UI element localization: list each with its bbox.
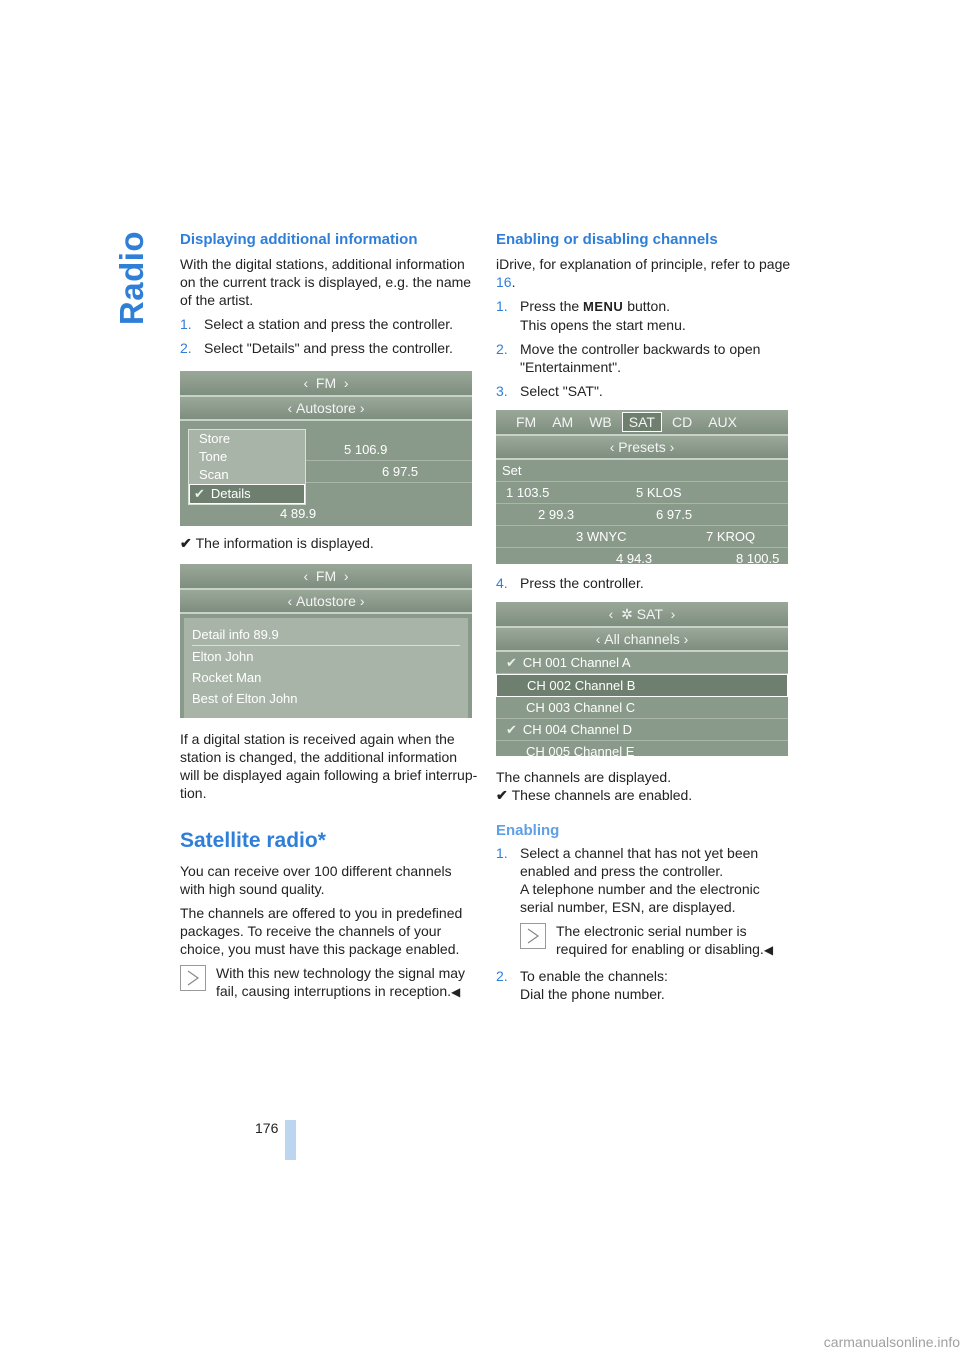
- tab-aux[interactable]: AUX: [708, 414, 738, 430]
- menu-item-tone[interactable]: Tone: [199, 449, 228, 464]
- end-mark: ◀: [763, 943, 774, 957]
- tab-cd[interactable]: CD: [671, 414, 693, 430]
- band-label: FM: [315, 568, 337, 584]
- screen-sat-channels: [496, 602, 788, 756]
- step-number: 2.: [496, 341, 508, 357]
- page-number: 176: [255, 1120, 279, 1136]
- heading-additional-info: Displaying additional information: [180, 231, 418, 248]
- band-label: SAT: [636, 606, 663, 622]
- tab-bar: [496, 410, 788, 436]
- step-number: 3.: [496, 383, 508, 399]
- menu-item-details[interactable]: [189, 484, 305, 504]
- set-label: Set: [496, 460, 788, 482]
- step-number: 4.: [496, 575, 508, 591]
- channel-row[interactable]: [496, 652, 788, 674]
- page-bar: [285, 1120, 296, 1160]
- step-number: 2.: [496, 968, 508, 984]
- preset[interactable]: 3 WNYC: [576, 528, 627, 544]
- detail-line: Best of Elton John: [192, 690, 298, 706]
- preset[interactable]: 6 97.5: [656, 506, 693, 522]
- menu-button-icon: MENU: [583, 299, 624, 314]
- step-text: Select a station and press the controller.: [204, 316, 454, 332]
- screen-sat-presets: [496, 410, 788, 564]
- step-text: This opens the start menu.: [520, 317, 686, 333]
- preset[interactable]: 2 99.3: [538, 506, 575, 522]
- preset-row: [496, 482, 788, 504]
- freq-row: 5 106.9: [298, 439, 472, 461]
- step-text: Select "SAT".: [520, 383, 603, 399]
- detail-line: Elton John: [192, 648, 254, 664]
- freq-row: 6 97.5: [298, 461, 472, 483]
- all-channels-label: All channels: [604, 631, 680, 647]
- paragraph: You can receive over 100 different channels with high sound quality.: [180, 863, 452, 897]
- paragraph: [496, 786, 796, 804]
- channel-label: CH 005 Channel E: [526, 743, 635, 756]
- step-text: Press the: [520, 298, 580, 314]
- watermark: carmanualsonline.info: [823, 1334, 960, 1350]
- channel-label: CH 004 Channel D: [522, 721, 633, 737]
- detail-line: Detail info 89.9: [192, 624, 460, 646]
- screen-second-bar: ‹ Autostore ›: [180, 590, 472, 614]
- page-link[interactable]: 16: [496, 274, 512, 290]
- band-label: FM: [315, 375, 337, 391]
- enabling-step-2: [496, 967, 796, 1003]
- section-title-text: Radio: [113, 230, 150, 326]
- presets-label: Presets: [618, 439, 666, 455]
- paragraph: The channels are offered to you in predefined packages. To receive the channels of your choice, you must have this package enabled.: [180, 905, 463, 957]
- screen-top-bar: ‹ FM ›: [180, 564, 472, 590]
- step-1: [180, 315, 480, 333]
- info-displayed-text: The information is displayed.: [195, 535, 374, 551]
- preset[interactable]: 7 KROQ: [706, 528, 756, 544]
- note-text: The electronic serial number is required for enabling or disabling.: [556, 923, 764, 957]
- freq-row: 4 89.9: [280, 505, 317, 521]
- channel-label: CH 002 Channel B: [527, 677, 636, 693]
- step-1: [496, 297, 796, 334]
- note-icon: [520, 923, 546, 949]
- paragraph: If a digital station is received again when the station is changed, the additional information will be displayed again following a brief interrup-tion.: [180, 731, 478, 801]
- channel-label: CH 003 Channel C: [526, 699, 636, 715]
- screen-details-menu: [180, 371, 472, 526]
- tab-wb[interactable]: WB: [589, 414, 612, 430]
- heading-enabling-disabling: Enabling or disabling channels: [496, 231, 718, 248]
- channel-label: CH 001 Channel A: [522, 654, 631, 670]
- screen-top-bar: ‹ ✲ SAT ›: [496, 602, 788, 628]
- preset-row: [496, 504, 788, 526]
- step-2: [180, 339, 480, 357]
- step-number: 1.: [496, 298, 508, 314]
- check-icon: ✔: [496, 787, 508, 803]
- screen-second-bar: ‹ Presets ›: [496, 436, 788, 460]
- menu-item-store[interactable]: Store: [199, 431, 231, 446]
- step-number: 1.: [180, 316, 192, 332]
- note: [520, 922, 796, 959]
- check-icon: ✔: [194, 486, 205, 501]
- channel-row[interactable]: [496, 741, 788, 756]
- step-text: To enable the channels:: [520, 968, 668, 984]
- heading-satellite-radio: Satellite radio*: [180, 829, 326, 852]
- preset-row: [496, 548, 788, 564]
- check-icon: ✔: [180, 535, 192, 551]
- preset-row: [496, 526, 788, 548]
- paragraph-text: These channels are enabled.: [511, 787, 693, 803]
- paragraph: With the digital stations, additional information on the current track is displayed, e.g. the name of the artist.: [180, 256, 472, 308]
- preset[interactable]: 5 KLOS: [636, 484, 682, 500]
- autostore-label: Autostore: [296, 400, 356, 416]
- screen-top-bar: ‹ FM ›: [180, 371, 472, 397]
- note-icon: [180, 965, 206, 991]
- freq-list: [298, 439, 472, 483]
- autostore-label: Autostore: [296, 593, 356, 609]
- menu-item-details-label: Details: [210, 486, 251, 501]
- sat-icon: ✲: [621, 606, 633, 622]
- tab-fm[interactable]: FM: [516, 414, 537, 430]
- paragraph: The channels are displayed.: [496, 769, 672, 785]
- step-text: Move the controller backwards to open "Entertainment".: [520, 341, 761, 375]
- left-column: [180, 231, 480, 1009]
- note: [180, 964, 480, 1001]
- screen-detail-info: [180, 564, 472, 718]
- screen-second-bar: ‹ Autostore ›: [180, 397, 472, 421]
- screen-second-bar: ‹ All channels ›: [496, 628, 788, 652]
- popup-menu: [188, 429, 306, 505]
- channel-row-selected[interactable]: [496, 674, 788, 697]
- paragraph: iDrive, for explanation of principle, refer to page 16.: [496, 256, 791, 290]
- step-text: A telephone number and the electronic serial number, ESN, are displayed.: [520, 881, 760, 915]
- step-text: Press the controller.: [520, 575, 644, 591]
- section-title: [112, 228, 152, 328]
- note-text: With this new technology the signal may fail, causing interruptions in reception.: [216, 965, 466, 999]
- tab-am[interactable]: AM: [552, 414, 574, 430]
- step-4: [496, 574, 796, 592]
- tab-sat[interactable]: SAT: [622, 412, 662, 432]
- step-text: button.: [627, 298, 671, 314]
- check-icon: ✔: [506, 654, 517, 670]
- channel-row[interactable]: [496, 697, 788, 719]
- end-mark: ◀: [451, 985, 461, 999]
- enabling-step-1: [496, 844, 796, 916]
- step-number: 1.: [496, 845, 508, 861]
- channel-row[interactable]: [496, 719, 788, 741]
- step-text: Dial the phone number.: [520, 986, 665, 1002]
- step-text: Select a channel that has not yet been enabled and press the controller.: [520, 845, 759, 879]
- step-number: 2.: [180, 340, 192, 356]
- heading-enabling: Enabling: [496, 822, 560, 839]
- info-displayed: [180, 534, 480, 552]
- detail-line: Rocket Man: [192, 669, 262, 685]
- detail-panel: [184, 618, 468, 718]
- step-2: [496, 340, 796, 376]
- text: iDrive, for explanation of principle, refer to page: [496, 256, 791, 272]
- menu-item-scan[interactable]: Scan: [199, 467, 229, 482]
- step-3: [496, 382, 796, 400]
- right-column: [496, 231, 796, 1009]
- step-text: Select "Details" and press the controller.: [204, 340, 453, 356]
- preset[interactable]: 1 103.5: [506, 484, 550, 500]
- preset[interactable]: 8 100.5: [736, 550, 780, 564]
- check-icon: ✔: [506, 721, 517, 737]
- preset[interactable]: 4 94.3: [616, 550, 653, 564]
